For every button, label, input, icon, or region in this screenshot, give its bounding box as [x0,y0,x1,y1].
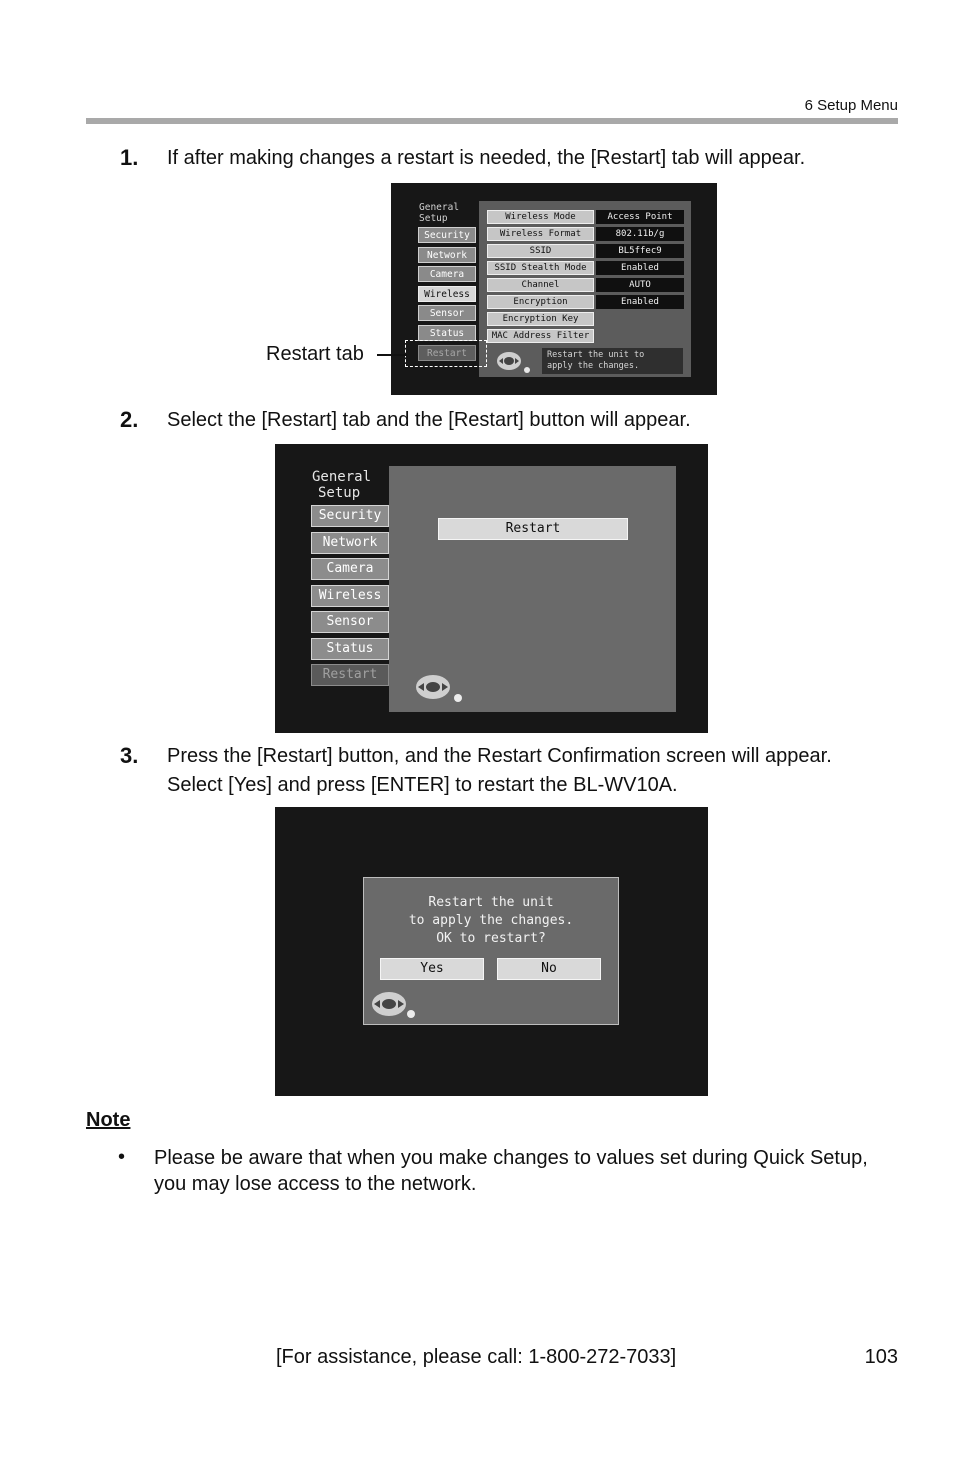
tab-security[interactable]: Security [418,227,476,243]
note-title: Note [86,1109,131,1131]
wireless-settings-screen [391,183,717,395]
step-1-text: If after making changes a restart is needed, the [Restart] tab will appear. [167,147,806,169]
label-ssid-stealth[interactable]: SSID Stealth Mode [487,261,594,275]
assistance-footer: [For assistance, please call: 1-800-272-7033] [276,1346,677,1368]
page-number: 103 [864,1346,898,1368]
tab-network[interactable]: Network [311,532,389,554]
tab-wireless[interactable]: Wireless [311,585,389,607]
tab-restart[interactable]: Restart [418,345,476,361]
note-bullet: • [118,1146,126,1168]
confirmation-line3: OK to restart? [436,931,546,946]
yes-button[interactable]: Yes [380,958,484,980]
confirmation-dialog [363,877,619,1025]
menu-title-line1: General [312,469,372,485]
menu-title-line1: General [419,202,460,213]
header-rule [86,118,898,124]
note-text: Please be aware that when you make changes to values set during Quick Setup, you may lose access to the network. [154,1147,868,1195]
confirmation-line2: to apply the changes. [408,913,574,928]
label-wireless-mode[interactable]: Wireless Mode [487,210,594,224]
value-wireless-format: 802.11b/g [596,227,684,241]
value-encryption: Enabled [596,295,684,309]
callout-line [377,354,407,356]
value-channel: AUTO [596,278,684,292]
step-3-number: 3. [120,743,139,768]
value-wireless-mode: Access Point [596,210,684,224]
step-3-text-line1: Press the [Restart] button, and the Restart Confirmation screen will appear. [167,745,832,767]
menu-title [312,469,371,501]
no-button[interactable]: No [497,958,601,980]
remote-control-icon [369,990,419,1022]
step-1-number: 1. [120,145,139,170]
tab-restart[interactable]: Restart [311,664,389,686]
tab-wireless[interactable]: Wireless [418,286,476,302]
tab-network[interactable]: Network [418,247,476,263]
remote-control-icon [495,350,531,374]
value-ssid-stealth: Enabled [596,261,684,275]
restart-hint-line2: apply the changes. [547,361,640,371]
restart-tab-screen [275,444,708,733]
tab-status[interactable]: Status [311,638,389,660]
section-header: 6 Setup Menu [804,97,898,114]
restart-confirmation-screen [275,807,708,1096]
restart-tab-callout: Restart tab [266,343,364,365]
menu-title [419,202,459,224]
restart-button[interactable]: Restart [438,518,628,540]
menu-title-line2: Setup [318,485,361,501]
restart-tab-highlight [405,340,487,367]
tab-security[interactable]: Security [311,505,389,527]
label-mac-filter[interactable]: MAC Address Filter [487,329,594,343]
restart-hint-line1: Restart the unit to [547,350,645,360]
confirmation-message [364,894,618,948]
label-channel[interactable]: Channel [487,278,594,292]
step-2-text: Select the [Restart] tab and the [Restart] button will appear. [167,409,691,431]
tab-camera[interactable]: Camera [311,558,389,580]
tab-sensor[interactable]: Sensor [311,611,389,633]
tab-camera[interactable]: Camera [418,266,476,282]
confirmation-line1: Restart the unit [428,895,554,910]
label-encryption[interactable]: Encryption [487,295,594,309]
remote-control-icon [413,673,463,705]
label-ssid[interactable]: SSID [487,244,594,258]
tab-sensor[interactable]: Sensor [418,305,476,321]
menu-title-line2: Setup [419,213,448,224]
step-3-text-line2: Select [Yes] and press [ENTER] to restart the BL-WV10A. [167,774,678,796]
label-encryption-key[interactable]: Encryption Key [487,312,594,326]
tab-status[interactable]: Status [418,325,476,341]
restart-hint-message [542,348,683,374]
label-wireless-format[interactable]: Wireless Format [487,227,594,241]
step-2-number: 2. [120,407,139,432]
value-ssid: BL5ffec9 [596,244,684,258]
